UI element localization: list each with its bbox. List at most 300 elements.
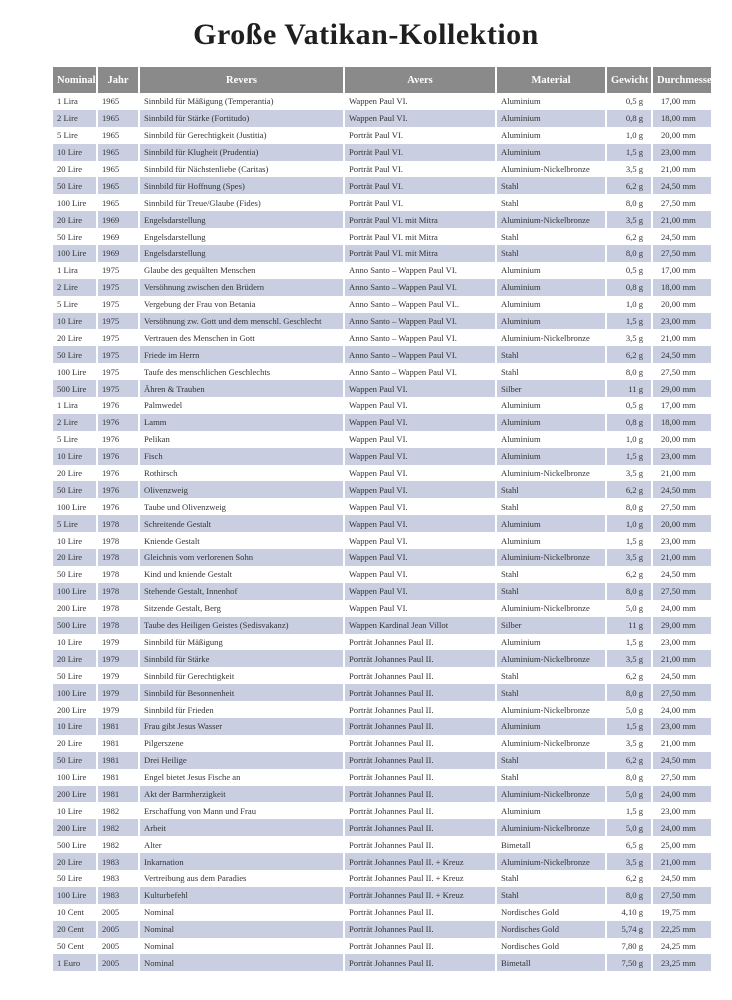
table-row [53, 549, 711, 566]
cell-jahr: 1965 [98, 127, 140, 144]
cell-material: Aluminium-Nickelbronze [497, 465, 607, 482]
cell-gewicht: 11 g [607, 617, 653, 634]
cell-avers: Wappen Paul VI. [345, 549, 497, 566]
cell-material: Aluminium [497, 127, 607, 144]
cell-jahr: 1965 [98, 144, 140, 161]
cell-nominal: 5 Lire [53, 431, 98, 448]
cell-avers: Porträt Johannes Paul II. [345, 684, 497, 701]
cell-durchmesser: 29,00 mm [653, 617, 711, 634]
cell-gewicht: 3,5 g [607, 161, 653, 178]
cell-durchmesser: 17,00 mm [653, 397, 711, 414]
cell-material: Stahl [497, 667, 607, 684]
cell-revers: Nominal [140, 921, 345, 938]
cell-nominal: 20 Cent [53, 921, 98, 938]
cell-durchmesser: 24,50 mm [653, 752, 711, 769]
cell-nominal: 20 Lire [53, 161, 98, 178]
cell-jahr: 1983 [98, 887, 140, 904]
header-row [53, 67, 711, 93]
cell-avers: Porträt Johannes Paul II. [345, 752, 497, 769]
cell-jahr: 1978 [98, 600, 140, 617]
cell-revers: Nominal [140, 938, 345, 955]
cell-durchmesser: 27,50 mm [653, 194, 711, 211]
cell-durchmesser: 24,50 mm [653, 177, 711, 194]
cell-revers: Frau gibt Jesus Wasser [140, 718, 345, 735]
cell-jahr: 2005 [98, 954, 140, 971]
cell-avers: Porträt Johannes Paul II. [345, 836, 497, 853]
cell-gewicht: 7,80 g [607, 938, 653, 955]
col-header-avers: Avers [345, 67, 497, 93]
cell-durchmesser: 24,50 mm [653, 870, 711, 887]
page-title: Große Vatikan-Kollektion [193, 18, 539, 51]
cell-material: Stahl [497, 583, 607, 600]
cell-avers: Wappen Paul VI. [345, 448, 497, 465]
table-row [53, 177, 711, 194]
table-row [53, 735, 711, 752]
cell-material: Aluminium-Nickelbronze [497, 735, 607, 752]
table-row [53, 313, 711, 330]
cell-durchmesser: 27,50 mm [653, 684, 711, 701]
cell-material: Aluminium [497, 93, 607, 110]
cell-nominal: 10 Lire [53, 802, 98, 819]
cell-nominal: 20 Lire [53, 465, 98, 482]
cell-revers: Sinnbild für Treue/Glaube (Fides) [140, 194, 345, 211]
cell-avers: Porträt Paul VI. mit Mitra [345, 245, 497, 262]
cell-nominal: 50 Lire [53, 346, 98, 363]
cell-durchmesser: 21,00 mm [653, 853, 711, 870]
cell-durchmesser: 27,50 mm [653, 887, 711, 904]
cell-nominal: 200 Lire [53, 600, 98, 617]
cell-material: Aluminium [497, 634, 607, 651]
cell-nominal: 5 Lire [53, 515, 98, 532]
cell-avers: Porträt Johannes Paul II. [345, 718, 497, 735]
cell-revers: Ähren & Trauben [140, 380, 345, 397]
cell-gewicht: 5,0 g [607, 600, 653, 617]
cell-nominal: 50 Lire [53, 752, 98, 769]
table-row [53, 194, 711, 211]
cell-durchmesser: 21,00 mm [653, 650, 711, 667]
cell-nominal: 50 Lire [53, 667, 98, 684]
cell-material: Aluminium [497, 397, 607, 414]
cell-durchmesser: 24,50 mm [653, 481, 711, 498]
cell-gewicht: 4,10 g [607, 904, 653, 921]
cell-durchmesser: 24,00 mm [653, 786, 711, 803]
col-header-jahr: Jahr [98, 67, 140, 93]
cell-avers: Wappen Paul VI. [345, 481, 497, 498]
cell-jahr: 1979 [98, 650, 140, 667]
cell-avers: Wappen Paul VI. [345, 566, 497, 583]
cell-avers: Wappen Paul VI. [345, 498, 497, 515]
cell-material: Aluminium [497, 262, 607, 279]
cell-gewicht: 3,5 g [607, 853, 653, 870]
cell-durchmesser: 17,00 mm [653, 262, 711, 279]
cell-jahr: 1978 [98, 566, 140, 583]
cell-gewicht: 8,0 g [607, 684, 653, 701]
cell-durchmesser: 21,00 mm [653, 161, 711, 178]
cell-revers: Taube des Heiligen Geistes (Sedisvakanz) [140, 617, 345, 634]
cell-nominal: 200 Lire [53, 786, 98, 803]
cell-revers: Drei Heilige [140, 752, 345, 769]
cell-material: Bimetall [497, 954, 607, 971]
cell-gewicht: 3,5 g [607, 329, 653, 346]
cell-gewicht: 6,2 g [607, 228, 653, 245]
cell-nominal: 500 Lire [53, 380, 98, 397]
cell-nominal: 2 Lire [53, 279, 98, 296]
cell-material: Aluminium-Nickelbronze [497, 329, 607, 346]
cell-avers: Anno Santo – Wappen Paul VI. [345, 313, 497, 330]
table-row [53, 161, 711, 178]
cell-material: Aluminium [497, 313, 607, 330]
cell-avers: Porträt Johannes Paul II. + Kreuz [345, 870, 497, 887]
cell-material: Stahl [497, 887, 607, 904]
cell-material: Stahl [497, 566, 607, 583]
cell-jahr: 1975 [98, 363, 140, 380]
cell-avers: Wappen Paul VI. [345, 583, 497, 600]
cell-gewicht: 1,0 g [607, 127, 653, 144]
cell-durchmesser: 17,00 mm [653, 93, 711, 110]
cell-avers: Porträt Johannes Paul II. [345, 921, 497, 938]
cell-gewicht: 6,5 g [607, 836, 653, 853]
cell-nominal: 20 Lire [53, 549, 98, 566]
cell-jahr: 1965 [98, 93, 140, 110]
cell-jahr: 1978 [98, 515, 140, 532]
cell-nominal: 50 Cent [53, 938, 98, 955]
cell-revers: Rothirsch [140, 465, 345, 482]
cell-gewicht: 1,5 g [607, 802, 653, 819]
cell-avers: Porträt Paul VI. mit Mitra [345, 211, 497, 228]
cell-avers: Porträt Johannes Paul II. [345, 954, 497, 971]
cell-material: Aluminium [497, 448, 607, 465]
cell-durchmesser: 24,50 mm [653, 667, 711, 684]
cell-nominal: 20 Lire [53, 211, 98, 228]
cell-gewicht: 6,2 g [607, 667, 653, 684]
cell-jahr: 1979 [98, 634, 140, 651]
cell-revers: Sinnbild für Hoffnung (Spes) [140, 177, 345, 194]
cell-durchmesser: 29,00 mm [653, 380, 711, 397]
cell-jahr: 2005 [98, 938, 140, 955]
cell-jahr: 1969 [98, 245, 140, 262]
cell-gewicht: 8,0 g [607, 363, 653, 380]
cell-revers: Stehende Gestalt, Innenhof [140, 583, 345, 600]
cell-gewicht: 0,5 g [607, 397, 653, 414]
cell-jahr: 2005 [98, 921, 140, 938]
cell-material: Aluminium [497, 532, 607, 549]
cell-revers: Vertreibung aus dem Paradies [140, 870, 345, 887]
cell-avers: Porträt Paul VI. [345, 144, 497, 161]
cell-avers: Wappen Paul VI. [345, 600, 497, 617]
cell-durchmesser: 23,00 mm [653, 144, 711, 161]
cell-avers: Porträt Paul VI. [345, 194, 497, 211]
table-row [53, 701, 711, 718]
table-row [53, 938, 711, 955]
cell-durchmesser: 27,50 mm [653, 769, 711, 786]
cell-revers: Inkarnation [140, 853, 345, 870]
cell-gewicht: 8,0 g [607, 769, 653, 786]
table-row [53, 279, 711, 296]
cell-nominal: 50 Lire [53, 566, 98, 583]
cell-material: Aluminium-Nickelbronze [497, 819, 607, 836]
cell-avers: Anno Santo – Wappen Paul VI. [345, 279, 497, 296]
cell-material: Stahl [497, 684, 607, 701]
cell-avers: Porträt Paul VI. [345, 177, 497, 194]
cell-gewicht: 1,5 g [607, 718, 653, 735]
table-row [53, 448, 711, 465]
cell-gewicht: 0,5 g [607, 262, 653, 279]
cell-nominal: 1 Lira [53, 93, 98, 110]
cell-avers: Porträt Johannes Paul II. [345, 634, 497, 651]
cell-durchmesser: 18,00 mm [653, 414, 711, 431]
cell-gewicht: 8,0 g [607, 887, 653, 904]
cell-durchmesser: 18,00 mm [653, 279, 711, 296]
cell-jahr: 1965 [98, 110, 140, 127]
cell-avers: Wappen Paul VI. [345, 110, 497, 127]
cell-nominal: 10 Lire [53, 532, 98, 549]
table-row [53, 110, 711, 127]
cell-avers: Wappen Paul VI. [345, 532, 497, 549]
cell-avers: Porträt Johannes Paul II. + Kreuz [345, 853, 497, 870]
cell-material: Aluminium [497, 144, 607, 161]
table-row [53, 904, 711, 921]
cell-nominal: 1 Lira [53, 397, 98, 414]
cell-revers: Glaube des gequälten Menschen [140, 262, 345, 279]
cell-durchmesser: 20,00 mm [653, 431, 711, 448]
cell-gewicht: 0,8 g [607, 279, 653, 296]
cell-revers: Arbeit [140, 819, 345, 836]
cell-gewicht: 6,2 g [607, 752, 653, 769]
cell-avers: Porträt Johannes Paul II. [345, 819, 497, 836]
cell-avers: Anno Santo – Wappen Paul VI. [345, 363, 497, 380]
cell-avers: Porträt Johannes Paul II. [345, 701, 497, 718]
cell-jahr: 1981 [98, 752, 140, 769]
cell-avers: Porträt Johannes Paul II. [345, 904, 497, 921]
cell-nominal: 500 Lire [53, 836, 98, 853]
table-row [53, 397, 711, 414]
table-row [53, 583, 711, 600]
cell-revers: Taufe des menschlichen Geschlechts [140, 363, 345, 380]
cell-nominal: 100 Lire [53, 684, 98, 701]
table-row [53, 431, 711, 448]
cell-material: Nordisches Gold [497, 904, 607, 921]
cell-gewicht: 1,0 g [607, 431, 653, 448]
cell-jahr: 1975 [98, 313, 140, 330]
cell-jahr: 1969 [98, 211, 140, 228]
cell-jahr: 1969 [98, 228, 140, 245]
cell-jahr: 1976 [98, 414, 140, 431]
cell-revers: Pelikan [140, 431, 345, 448]
cell-jahr: 1981 [98, 769, 140, 786]
table-row [53, 144, 711, 161]
cell-revers: Palmwedel [140, 397, 345, 414]
cell-durchmesser: 20,00 mm [653, 127, 711, 144]
cell-nominal: 100 Lire [53, 769, 98, 786]
cell-avers: Porträt Johannes Paul II. [345, 769, 497, 786]
cell-gewicht: 1,0 g [607, 296, 653, 313]
cell-avers: Wappen Kardinal Jean Villot [345, 617, 497, 634]
cell-revers: Sinnbild für Besonnenheit [140, 684, 345, 701]
cell-revers: Nominal [140, 954, 345, 971]
cell-jahr: 1976 [98, 397, 140, 414]
cell-jahr: 1979 [98, 667, 140, 684]
cell-revers: Sinnbild für Stärke (Fortitudo) [140, 110, 345, 127]
cell-material: Stahl [497, 498, 607, 515]
cell-gewicht: 5,74 g [607, 921, 653, 938]
cell-revers: Lamm [140, 414, 345, 431]
cell-gewicht: 0,8 g [607, 414, 653, 431]
cell-revers: Kulturbefehl [140, 887, 345, 904]
table-row [53, 870, 711, 887]
table-row [53, 819, 711, 836]
cell-material: Stahl [497, 346, 607, 363]
cell-avers: Porträt Paul VI. [345, 127, 497, 144]
table-row [53, 752, 711, 769]
cell-revers: Olivenzweig [140, 481, 345, 498]
cell-durchmesser: 24,00 mm [653, 701, 711, 718]
cell-jahr: 1978 [98, 532, 140, 549]
cell-nominal: 100 Lire [53, 498, 98, 515]
cell-nominal: 1 Lira [53, 262, 98, 279]
cell-gewicht: 6,2 g [607, 177, 653, 194]
cell-nominal: 100 Lire [53, 194, 98, 211]
cell-revers: Nominal [140, 904, 345, 921]
cell-revers: Schreitende Gestalt [140, 515, 345, 532]
cell-durchmesser: 23,00 mm [653, 532, 711, 549]
cell-revers: Engelsdarstellung [140, 245, 345, 262]
cell-nominal: 20 Lire [53, 853, 98, 870]
cell-revers: Sinnbild für Frieden [140, 701, 345, 718]
cell-material: Silber [497, 380, 607, 397]
cell-revers: Sinnbild für Mäßigung (Temperantia) [140, 93, 345, 110]
cell-material: Aluminium-Nickelbronze [497, 549, 607, 566]
cell-gewicht: 3,5 g [607, 465, 653, 482]
cell-revers: Erschaffung von Mann und Frau [140, 802, 345, 819]
cell-nominal: 200 Lire [53, 701, 98, 718]
table-row [53, 532, 711, 549]
cell-material: Nordisches Gold [497, 938, 607, 955]
cell-revers: Alter [140, 836, 345, 853]
table-row [53, 329, 711, 346]
cell-gewicht: 11 g [607, 380, 653, 397]
table-header [53, 67, 717, 93]
cell-avers: Wappen Paul VI. [345, 414, 497, 431]
cell-jahr: 1981 [98, 786, 140, 803]
table-row [53, 465, 711, 482]
cell-jahr: 1979 [98, 701, 140, 718]
cell-durchmesser: 23,00 mm [653, 634, 711, 651]
table-row [53, 262, 711, 279]
cell-nominal: 100 Lire [53, 363, 98, 380]
cell-material: Aluminium [497, 414, 607, 431]
cell-material: Aluminium-Nickelbronze [497, 786, 607, 803]
cell-material: Nordisches Gold [497, 921, 607, 938]
cell-revers: Taube und Olivenzweig [140, 498, 345, 515]
table-row [53, 245, 711, 262]
cell-nominal: 20 Lire [53, 735, 98, 752]
table-row [53, 954, 711, 971]
cell-nominal: 10 Lire [53, 313, 98, 330]
cell-nominal: 100 Lire [53, 245, 98, 262]
cell-avers: Porträt Johannes Paul II. [345, 802, 497, 819]
cell-jahr: 1981 [98, 718, 140, 735]
cell-material: Stahl [497, 769, 607, 786]
cell-gewicht: 6,2 g [607, 481, 653, 498]
table-row [53, 346, 711, 363]
cell-revers: Kind und kniende Gestalt [140, 566, 345, 583]
cell-revers: Akt der Barmherzigkeit [140, 786, 345, 803]
cell-nominal: 50 Lire [53, 481, 98, 498]
cell-durchmesser: 21,00 mm [653, 329, 711, 346]
cell-durchmesser: 27,50 mm [653, 583, 711, 600]
cell-gewicht: 1,5 g [607, 532, 653, 549]
cell-jahr: 1976 [98, 481, 140, 498]
cell-gewicht: 3,5 g [607, 650, 653, 667]
cell-jahr: 1982 [98, 819, 140, 836]
col-header-gewicht: Gewicht [607, 67, 653, 93]
cell-material: Aluminium-Nickelbronze [497, 211, 607, 228]
cell-material: Aluminium [497, 515, 607, 532]
cell-durchmesser: 18,00 mm [653, 110, 711, 127]
cell-gewicht: 1,5 g [607, 634, 653, 651]
cell-jahr: 1978 [98, 617, 140, 634]
cell-durchmesser: 27,50 mm [653, 363, 711, 380]
cell-gewicht: 6,2 g [607, 566, 653, 583]
cell-revers: Vertrauen des Menschen in Gott [140, 329, 345, 346]
cell-revers: Engelsdarstellung [140, 211, 345, 228]
cell-material: Stahl [497, 245, 607, 262]
cell-durchmesser: 25,00 mm [653, 836, 711, 853]
cell-nominal: 10 Lire [53, 448, 98, 465]
cell-jahr: 1976 [98, 448, 140, 465]
table-row [53, 296, 711, 313]
cell-durchmesser: 24,50 mm [653, 228, 711, 245]
cell-jahr: 1982 [98, 802, 140, 819]
table-row [53, 921, 711, 938]
cell-revers: Sinnbild für Gerechtigkeit [140, 667, 345, 684]
cell-jahr: 1979 [98, 684, 140, 701]
cell-avers: Anno Santo – Wappen Paul VI. [345, 329, 497, 346]
cell-jahr: 1975 [98, 262, 140, 279]
table-row [53, 786, 711, 803]
cell-durchmesser: 21,00 mm [653, 735, 711, 752]
cell-revers: Sinnbild für Mäßigung [140, 634, 345, 651]
cell-avers: Wappen Paul VI. [345, 431, 497, 448]
table-row [53, 769, 711, 786]
table-row [53, 515, 711, 532]
cell-revers: Sinnbild für Klugheit (Prudentia) [140, 144, 345, 161]
cell-nominal: 2 Lire [53, 110, 98, 127]
cell-nominal: 10 Lire [53, 144, 98, 161]
cell-jahr: 1978 [98, 583, 140, 600]
table-row [53, 650, 711, 667]
cell-jahr: 1975 [98, 346, 140, 363]
table-row [53, 887, 711, 904]
cell-nominal: 5 Lire [53, 127, 98, 144]
cell-material: Stahl [497, 363, 607, 380]
table-row [53, 718, 711, 735]
cell-material: Aluminium [497, 279, 607, 296]
cell-avers: Wappen Paul VI. [345, 93, 497, 110]
cell-gewicht: 1,5 g [607, 313, 653, 330]
cell-revers: Sinnbild für Gerechtigkeit (Justitia) [140, 127, 345, 144]
cell-durchmesser: 21,00 mm [653, 549, 711, 566]
table-row [53, 414, 711, 431]
cell-material: Aluminium-Nickelbronze [497, 161, 607, 178]
cell-gewicht: 1,5 g [607, 448, 653, 465]
cell-material: Aluminium [497, 296, 607, 313]
cell-material: Aluminium [497, 110, 607, 127]
table-row [53, 93, 711, 110]
table-row [53, 667, 711, 684]
cell-avers: Wappen Paul VI. [345, 515, 497, 532]
coin-table [53, 67, 717, 971]
